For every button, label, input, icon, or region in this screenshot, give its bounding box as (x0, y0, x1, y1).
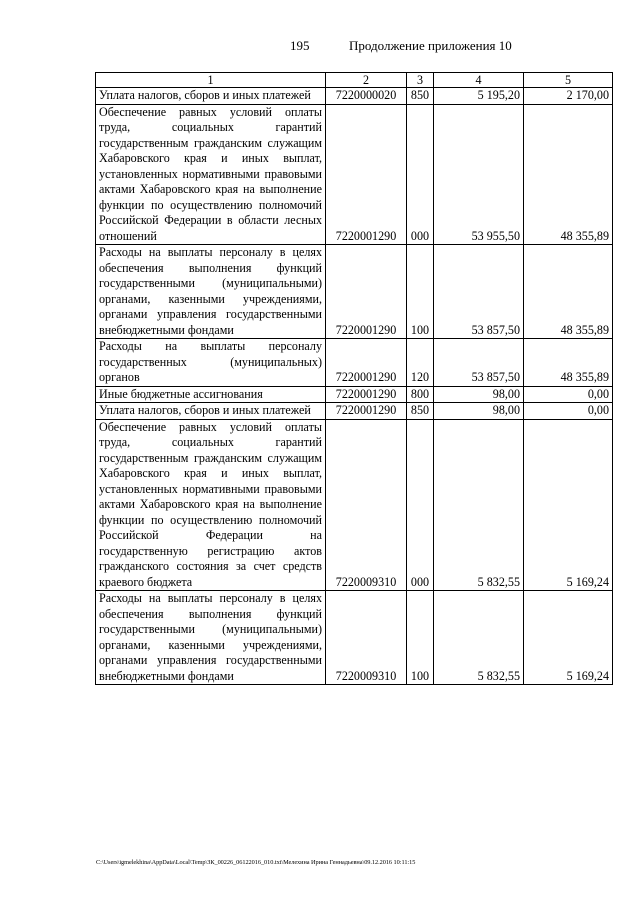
amount-cell: 0,00 (524, 386, 613, 403)
target-code-cell: 7220009310 (326, 419, 407, 591)
amount-cell: 98,00 (434, 386, 524, 403)
file-path-footer: C:\Users\igmelekhina\AppData\Local\Temp\ЗК_00226_06122016_010.txt\Мелехина Ирина Геннадьевна\09.12.2016 10:11:15 (96, 859, 416, 866)
item-name-cell: Расходы на выплаты персоналу в целях обеспечения выполнения функций государственными (муниципальными) органами, казенными учреждениями, органами управления государственными внебюджетными фондами (96, 245, 326, 339)
expense-type-cell: 850 (407, 403, 434, 420)
item-name-cell: Уплата налогов, сборов и иных платежей (96, 88, 326, 105)
expense-type-cell: 100 (407, 591, 434, 685)
expense-type-cell: 000 (407, 104, 434, 245)
table-row (96, 386, 613, 403)
page-title: Продолжение приложения 10 (349, 38, 512, 53)
table-body (96, 88, 613, 685)
amount-cell: 0,00 (524, 403, 613, 420)
table-row (96, 403, 613, 420)
item-name-cell: Обеспечение равных условий оплаты труда, социальных гарантий государственным гражданским служащим Хабаровского края и иных выплат, установленных нормативными правовыми актами Хабаровского края на выполнение функции по осуществлению полномочий Российской Федерации в области лесных отношений (96, 104, 326, 245)
amount-cell: 98,00 (434, 403, 524, 420)
target-code-cell: 7220001290 (326, 245, 407, 339)
table-row (96, 104, 613, 245)
table-row (96, 591, 613, 685)
table-row (96, 419, 613, 591)
amount-cell: 48 355,89 (524, 339, 613, 387)
target-code-cell: 7220009310 (326, 591, 407, 685)
amount-cell: 48 355,89 (524, 104, 613, 245)
table-row (96, 88, 613, 105)
table-row (96, 339, 613, 387)
amount-cell: 5 832,55 (434, 591, 524, 685)
expense-type-cell: 800 (407, 386, 434, 403)
column-header: 2 (326, 73, 407, 88)
table-row (96, 245, 613, 339)
column-header: 4 (434, 73, 524, 88)
target-code-cell: 7220001290 (326, 104, 407, 245)
target-code-cell: 7220000020 (326, 88, 407, 105)
amount-cell: 5 832,55 (434, 419, 524, 591)
target-code-cell: 7220001290 (326, 403, 407, 420)
page-number: 195 (290, 38, 310, 53)
target-code-cell: 7220001290 (326, 386, 407, 403)
item-name-cell: Расходы на выплаты персоналу в целях обеспечения выполнения функций государственными (муниципальными) органами, казенными учреждениями, органами управления государственными внебюджетными фондами (96, 591, 326, 685)
amount-cell: 48 355,89 (524, 245, 613, 339)
column-header: 5 (524, 73, 613, 88)
budget-table (95, 72, 613, 685)
amount-cell: 53 955,50 (434, 104, 524, 245)
expense-type-cell: 100 (407, 245, 434, 339)
page-header (0, 38, 640, 56)
expense-type-cell: 850 (407, 88, 434, 105)
item-name-cell: Уплата налогов, сборов и иных платежей (96, 403, 326, 420)
item-name-cell: Иные бюджетные ассигнования (96, 386, 326, 403)
item-name-cell: Обеспечение равных условий оплаты труда, социальных гарантий государственным гражданским служащим Хабаровского края и иных выплат, установленных нормативными правовыми актами Хабаровского края на выполнение функции по осуществлению полномочий Российской Федерации на государственную регистрацию актов гражданского состояния за счет средств краевого бюджета (96, 419, 326, 591)
amount-cell: 53 857,50 (434, 339, 524, 387)
column-header: 1 (96, 73, 326, 88)
amount-cell: 53 857,50 (434, 245, 524, 339)
table-header-row (96, 73, 613, 88)
amount-cell: 2 170,00 (524, 88, 613, 105)
amount-cell: 5 169,24 (524, 419, 613, 591)
amount-cell: 5 169,24 (524, 591, 613, 685)
expense-type-cell: 120 (407, 339, 434, 387)
item-name-cell: Расходы на выплаты персоналу государственных (муниципальных) органов (96, 339, 326, 387)
amount-cell: 5 195,20 (434, 88, 524, 105)
target-code-cell: 7220001290 (326, 339, 407, 387)
column-header: 3 (407, 73, 434, 88)
expense-type-cell: 000 (407, 419, 434, 591)
